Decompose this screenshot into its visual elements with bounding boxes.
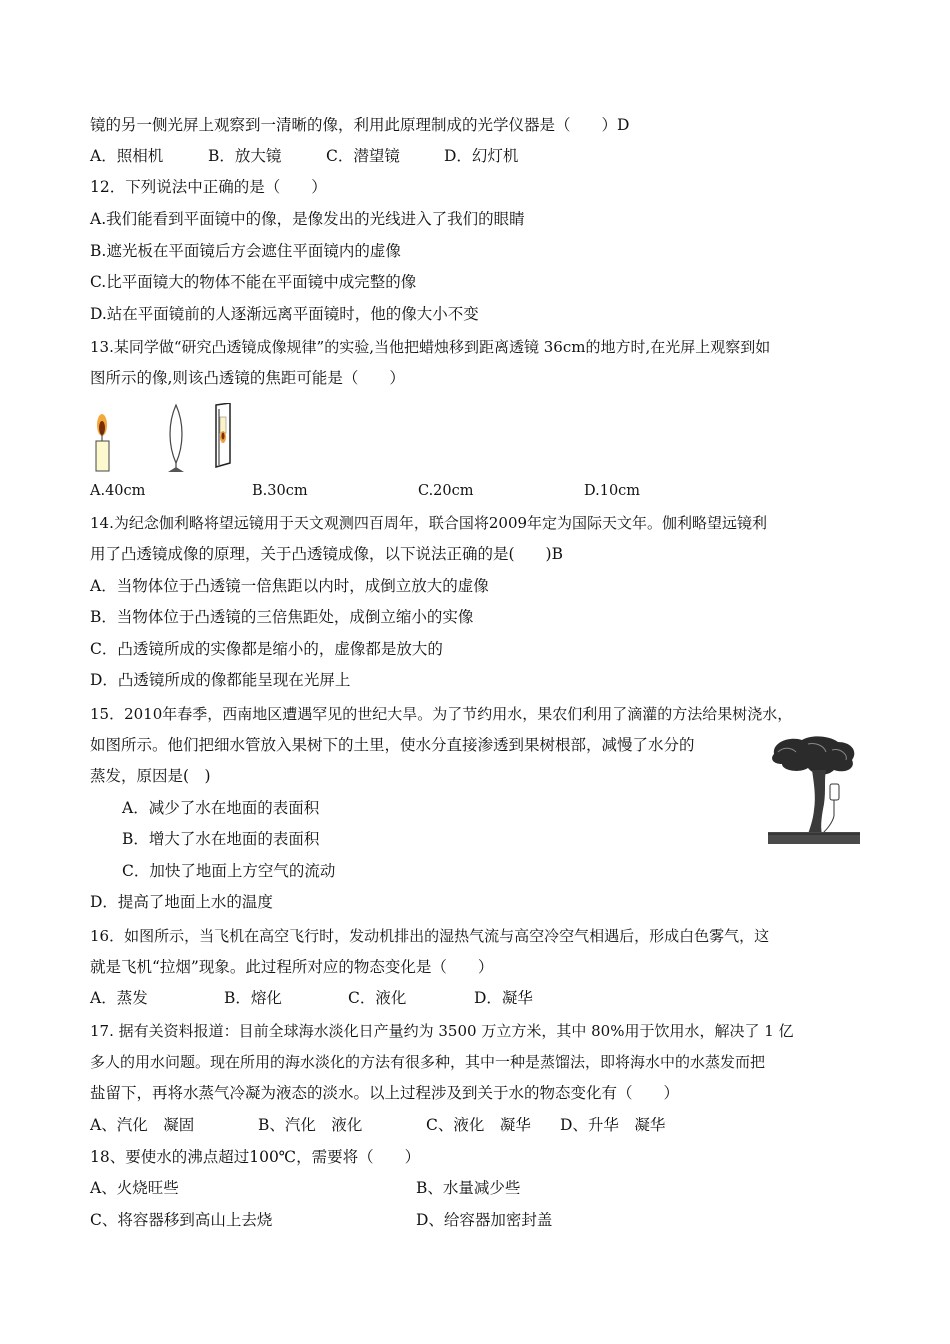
q15-option-c: C．加快了地面上方空气的流动: [122, 862, 336, 880]
q17-stem-line1: 17. 据有关资料报道：目前全球海水淡化日产量约为 3500 万立方米，其中 80%用于饮用水，解决了 1 亿: [90, 1022, 794, 1040]
q17-option-c: C、液化 凝华: [426, 1116, 531, 1134]
q13-option-a: A.40cm: [90, 483, 146, 499]
q17-option-a: A、汽化 凝固: [90, 1116, 195, 1134]
tree-trunk-icon: [808, 770, 826, 834]
q14-option-b: B．当物体位于凸透镜的三倍焦距处，成倒立缩小的实像: [90, 608, 474, 626]
q16-option-b: B．熔化: [224, 989, 282, 1007]
q13-stem-line2: 图所示的像,则该凸透镜的焦距可能是（ ）: [90, 369, 405, 387]
q15-stem-line3: 蒸发，原因是( ): [90, 767, 211, 785]
light-screen-icon: [216, 403, 230, 467]
q11-option-c: C．潜望镜: [326, 147, 400, 165]
q13-option-c: C.20cm: [418, 483, 474, 499]
ground-icon: [768, 832, 860, 844]
q12-option-a: A.我们能看到平面镜中的像，是像发出的光线进入了我们的眼睛: [90, 210, 525, 228]
q15-option-a: A．减少了水在地面的表面积: [122, 799, 320, 817]
q14-stem-line1: 14.为纪念伽利略将望远镜用于天文观测四百周年，联合国将2009年定为国际天文年。伽利略望远镜利: [90, 514, 768, 532]
q13-stem-line1: 13.某同学做“研究凸透镜成像规律”的实验,当他把蜡烛移到距离透镜 36cm的地方时,在光屏上观察到如: [90, 338, 771, 356]
q11-continuation: 镜的另一侧光屏上观察到一清晰的像，利用此原理制成的光学仪器是（ ）D: [90, 116, 630, 134]
q17-option-d: D、升华 凝华: [560, 1116, 666, 1134]
q12-stem: 12．下列说法中正确的是（ ）: [90, 178, 327, 196]
q11-option-b: B．放大镜: [208, 147, 282, 165]
q14-stem-line2: 用了凸透镜成像的原理，关于凸透镜成像，以下说法正确的是( )B: [90, 545, 563, 563]
q16-option-d: D．凝华: [474, 989, 533, 1007]
q16-option-c: C．液化: [348, 989, 407, 1007]
q18-option-b: B、水量减少些: [416, 1179, 521, 1197]
convex-lens-icon: [168, 405, 184, 472]
q15-stem-line2: 如图所示。他们把细水管放入果树下的土里，使水分直接渗透到果树根部，减慢了水分的: [90, 736, 695, 754]
q15-option-d: D．提高了地面上水的温度: [90, 893, 273, 911]
q12-option-d: D.站在平面镜前的人逐渐远离平面镜时，他的像大小不变: [90, 305, 479, 323]
drip-irrigation-tree-figure: [768, 734, 860, 846]
q18-stem: 18、要使水的沸点超过100℃，需要将（ ）: [90, 1148, 421, 1166]
q12-option-c: C.比平面镜大的物体不能在平面镜中成完整的像: [90, 273, 417, 291]
q13-option-b: B.30cm: [252, 483, 308, 499]
q15-stem-line1: 15．2010年春季，西南地区遭遇罕见的世纪大旱。为了节约用水，果农们利用了滴灌的方法给果树浇水，: [90, 705, 793, 723]
q18-option-d: D、给容器加密封盖: [416, 1211, 553, 1229]
candle-icon: [96, 414, 109, 471]
q12-option-b: B.遮光板在平面镜后方会遮住平面镜内的虚像: [90, 242, 401, 260]
q15-option-b: B．增大了水在地面的表面积: [122, 830, 320, 848]
q11-option-d: D．幻灯机: [444, 147, 519, 165]
q18-option-c: C、将容器移到高山上去烧: [90, 1211, 273, 1229]
q17-stem-line3: 盐留下，再将水蒸气冷凝为液态的淡水。以上过程涉及到关于水的物态变化有（ ）: [90, 1084, 680, 1102]
q18-option-a: A、火烧旺些: [90, 1179, 179, 1197]
q17-stem-line2: 多人的用水问题。现在所用的海水淡化的方法有很多种，其中一种是蒸馏法，即将海水中的水蒸发而把: [90, 1053, 766, 1071]
q14-option-d: D．凸透镜所成的像都能呈现在光屏上: [90, 671, 351, 689]
q14-option-a: A．当物体位于凸透镜一倍焦距以内时，成倒立放大的虚像: [90, 577, 489, 595]
lens-experiment-figure: [88, 403, 248, 473]
q16-stem-line1: 16．如图所示，当飞机在高空飞行时，发动机排出的湿热气流与高空冷空气相遇后，形成白色雾气，这: [90, 927, 770, 945]
q13-option-d: D.10cm: [584, 483, 641, 499]
q16-stem-line2: 就是飞机“拉烟”现象。此过程所对应的物态变化是（ ）: [90, 958, 494, 976]
tree-canopy-icon: [772, 736, 854, 774]
q17-option-b: B、汽化 液化: [258, 1116, 363, 1134]
q16-option-a: A．蒸发: [90, 989, 148, 1007]
q11-option-a: A．照相机: [90, 147, 164, 165]
q14-option-c: C．凸透镜所成的实像都是缩小的，虚像都是放大的: [90, 640, 443, 658]
